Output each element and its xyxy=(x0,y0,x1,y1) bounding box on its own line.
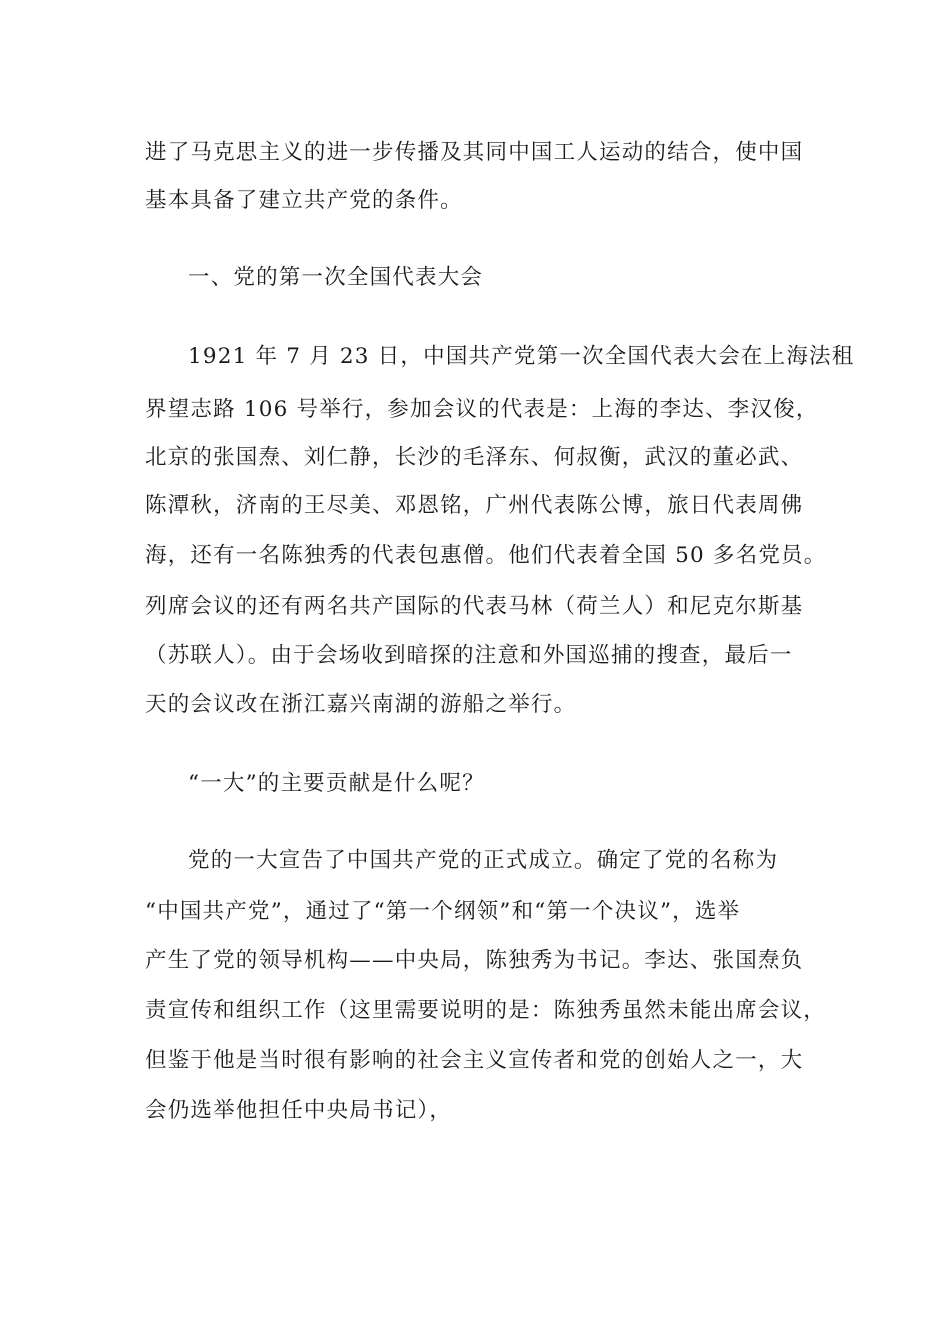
paragraph-line: 产生了党的领导机构——中央局，陈独秀为书记。李达、张国焘负 xyxy=(145,948,804,973)
paragraph-line: 界望志路 106 号举行，参加会议的代表是：上海的李达、李汉俊， xyxy=(145,397,819,422)
paragraph-line: 北京的张国焘、刘仁静，长沙的毛泽东、何叔衡，武汉的董必武、 xyxy=(145,445,804,470)
paragraph-line: 列席会议的还有两名共产国际的代表马林（荷兰人）和尼克尔斯基 xyxy=(145,594,804,619)
paragraph-line: 会仍选举他担任中央局书记）， xyxy=(145,1098,453,1123)
paragraph-line: 1921 年 7 月 23 日，中国共产党第一次全国代表大会在上海法租 xyxy=(188,344,855,369)
paragraph-line: （苏联人）。由于会场收到暗探的注意和外国巡捕的搜查，最后一 xyxy=(145,643,793,668)
paragraph-line: “中国共产党”，通过了“第一个纲领”和“第一个决议”，选举 xyxy=(145,899,741,924)
paragraph-line: 党的一大宣告了中国共产党的正式成立。确定了党的名称为 xyxy=(188,848,779,873)
section-heading: 一、党的第一次全国代表大会 xyxy=(188,265,484,290)
question-heading: “一大”的主要贡献是什么呢？ xyxy=(188,771,485,796)
paragraph-line: 进了马克思主义的进一步传播及其同中国工人运动的结合，使中国 xyxy=(145,140,804,165)
paragraph-line: 天的会议改在浙江嘉兴南湖的游船之举行。 xyxy=(145,692,577,717)
paragraph-line: 基本具备了建立共产党的条件。 xyxy=(145,188,463,213)
paragraph-line: 陈潭秋，济南的王尽美、邓恩铭，广州代表陈公博，旅日代表周佛 xyxy=(145,493,804,518)
paragraph-line: 但鉴于他是当时很有影响的社会主义宣传者和党的创始人之一，大 xyxy=(145,1048,804,1073)
paragraph-line: 海，还有一名陈独秀的代表包惠僧。他们代表着全国 50 多名党员。 xyxy=(145,543,827,568)
paragraph-line: 责宣传和组织工作（这里需要说明的是：陈独秀虽然未能出席会议， xyxy=(145,998,827,1023)
